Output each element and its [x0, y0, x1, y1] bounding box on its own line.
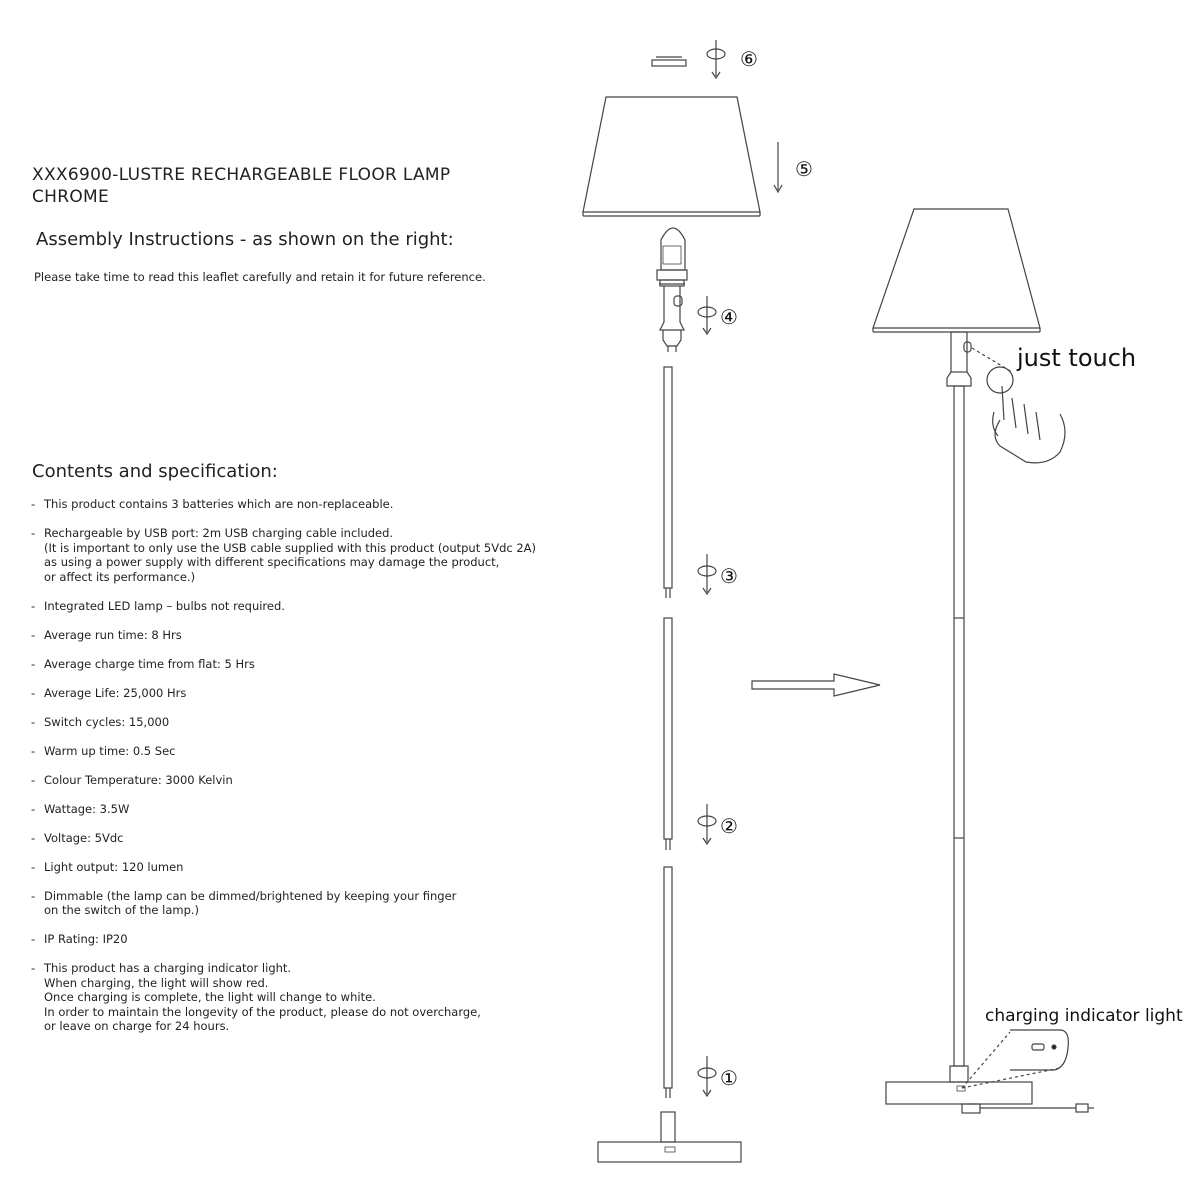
step-4-indicator — [698, 296, 738, 334]
spec-item: - Average run time: 8 Hrs — [31, 628, 571, 643]
spec-item: - Colour Temperature: 3000 Kelvin — [31, 773, 571, 788]
document-title: XXX6900-LUSTRE RECHARGEABLE FLOOR LAMP CHROME — [32, 165, 451, 207]
pole-section-3 — [664, 367, 672, 598]
step-number-3: ③ — [720, 564, 738, 588]
spec-item: - This product has a charging indicator light. When charging, the light will show red. Once charging is complete, the light will change to white. In order to maintain the longevity of the product, please do not overcharge, or leave on charge for 24 hours. — [31, 961, 571, 1034]
spec-item: - Voltage: 5Vdc — [31, 831, 571, 846]
usb-charging-cable — [962, 1104, 1094, 1113]
pole-section-1 — [664, 867, 672, 1098]
step-number-6: ⑥ — [740, 47, 758, 71]
spec-item: - Light output: 120 lumen — [31, 860, 571, 875]
step-1-indicator — [698, 1056, 738, 1096]
spec-item: - Integrated LED lamp – bulbs not required. — [31, 599, 571, 614]
reading-note: Please take time to read this leaflet carefully and retain it for future reference. — [34, 270, 486, 284]
step-number-2: ② — [720, 814, 738, 838]
charging-indicator-callout: charging indicator light — [985, 1006, 1183, 1026]
step-5-indicator — [774, 142, 813, 192]
lamp-shade-part — [583, 97, 760, 216]
step-6-indicator — [707, 40, 758, 78]
charging-indicator-zoom — [962, 1030, 1068, 1088]
spec-item: - Rechargeable by USB port: 2m USB charging cable included. (It is important to only use the USB cable supplied with this product (output 5Vdc 2A) as using a power supply with different specifications may damage the product, or affect its performance.) — [31, 526, 571, 584]
spec-item: - Wattage: 3.5W — [31, 802, 571, 817]
lamp-head-part — [657, 228, 687, 352]
exploded-view — [583, 40, 813, 1162]
pole-section-2 — [664, 618, 672, 850]
lamp-base-part — [598, 1112, 741, 1162]
step-number-4: ④ — [720, 305, 738, 329]
just-touch-callout: just touch — [1017, 344, 1137, 372]
finial-part — [652, 57, 686, 66]
spec-item: - Average Life: 25,000 Hrs — [31, 686, 571, 701]
assembly-subtitle: Assembly Instructions - as shown on the right: — [36, 229, 454, 250]
assembled-shade — [873, 209, 1040, 332]
assembled-head — [947, 332, 971, 386]
spec-item: - This product contains 3 batteries which are non-replaceable. — [31, 497, 571, 512]
assembled-pole — [954, 386, 964, 1066]
assembled-base — [886, 1066, 1032, 1104]
step-number-5: ⑤ — [795, 157, 813, 181]
step-2-indicator — [698, 804, 738, 844]
spec-item: - Switch cycles: 15,000 — [31, 715, 571, 730]
step-number-1: ① — [720, 1066, 738, 1090]
step-3-indicator — [698, 554, 738, 594]
contents-heading: Contents and specification: — [32, 461, 278, 482]
assembly-direction-arrow — [752, 674, 880, 696]
spec-item: - IP Rating: IP20 — [31, 932, 571, 947]
spec-item: - Warm up time: 0.5 Sec — [31, 744, 571, 759]
spec-item: - Average charge time from flat: 5 Hrs — [31, 657, 571, 672]
spec-item: - Dimmable (the lamp can be dimmed/brightened by keeping your finger on the switch of the lamp.) — [31, 889, 571, 918]
